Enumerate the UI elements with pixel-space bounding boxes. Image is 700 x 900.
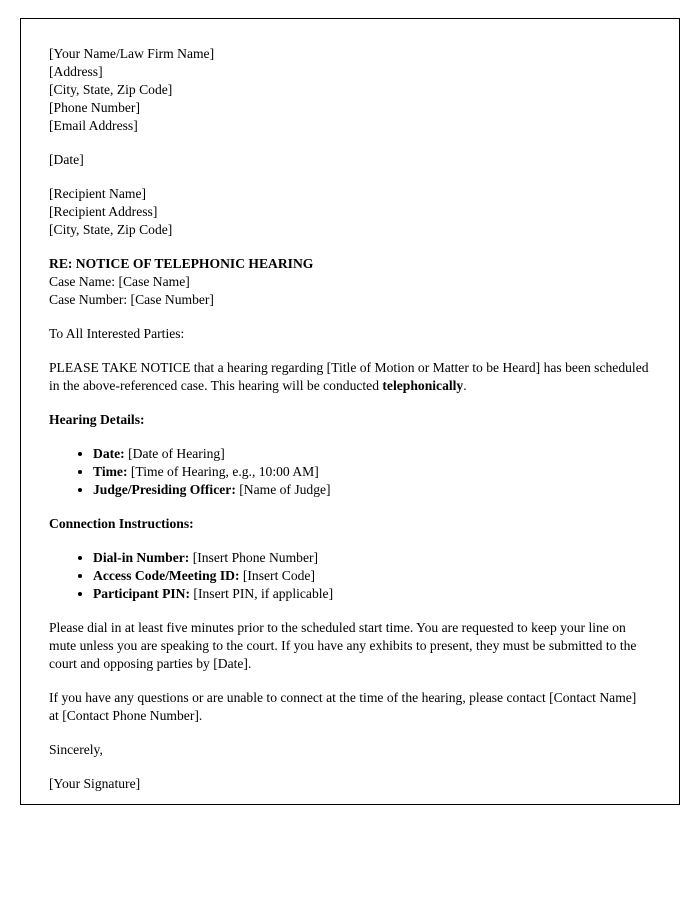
- letter-content: [21, 19, 679, 793]
- dial-in-paragraph: Please dial in at least five minutes prior to the scheduled start time. You are requested to keep your line on mute unless you are speaking to the court. If you have any exhibits to present, they must be submitted to the court and opposing parties by [Date].: [49, 620, 637, 671]
- sender-email: [Email Address]: [49, 118, 138, 133]
- recipient-block: [49, 185, 649, 239]
- subject-block: [49, 255, 649, 309]
- notice-bold-word: telephonically: [382, 378, 464, 393]
- access-code-item: [93, 567, 649, 585]
- closing: Sincerely,: [49, 742, 103, 757]
- participant-pin-label: Participant PIN:: [93, 586, 191, 601]
- hearing-judge-item: [93, 481, 649, 499]
- sender-city-state-zip: [City, State, Zip Code]: [49, 82, 173, 97]
- hearing-details-list: [49, 445, 649, 499]
- access-code-value: [Insert Code]: [239, 568, 315, 583]
- hearing-judge-label: Judge/Presiding Officer:: [93, 482, 236, 497]
- participant-pin-value: [Insert PIN, if applicable]: [190, 586, 334, 601]
- access-code-label: Access Code/Meeting ID:: [93, 568, 240, 583]
- sender-name: [Your Name/Law Firm Name]: [49, 46, 215, 61]
- hearing-date-value: [Date of Hearing]: [124, 446, 225, 461]
- connection-instructions-heading: Connection Instructions:: [49, 516, 194, 531]
- notice-paragraph: [49, 359, 649, 395]
- notice-text-before: PLEASE TAKE NOTICE that a hearing regarding [Title of Motion or Matter to be Heard] has been scheduled in the above-referenced case. This hearing will be conducted: [49, 360, 649, 393]
- dial-in-number-value: [Insert Phone Number]: [189, 550, 319, 565]
- questions-paragraph: If you have any questions or are unable to connect at the time of the hearing, please contact [Contact Name] at [Contact Phone Number].: [49, 690, 637, 723]
- case-number-line: Case Number: [Case Number]: [49, 292, 214, 307]
- recipient-address: [Recipient Address]: [49, 204, 158, 219]
- sender-phone: [Phone Number]: [49, 100, 140, 115]
- notice-text-after: .: [463, 378, 467, 393]
- hearing-time-value: [Time of Hearing, e.g., 10:00 AM]: [127, 464, 319, 479]
- case-name-line: Case Name: [Case Name]: [49, 274, 190, 289]
- recipient-city-state-zip: [City, State, Zip Code]: [49, 222, 173, 237]
- connection-instructions-list: [49, 549, 649, 603]
- hearing-time-label: Time:: [93, 464, 128, 479]
- hearing-date-label: Date:: [93, 446, 125, 461]
- recipient-name: [Recipient Name]: [49, 186, 147, 201]
- hearing-date-item: [93, 445, 649, 463]
- date-block: [49, 151, 649, 169]
- signature-placeholder: [Your Signature]: [49, 776, 141, 791]
- letter-date: [Date]: [49, 152, 84, 167]
- hearing-details-heading: Hearing Details:: [49, 412, 145, 427]
- sender-block: [49, 45, 649, 135]
- subject-line: RE: NOTICE OF TELEPHONIC HEARING: [49, 256, 314, 271]
- sender-address: [Address]: [49, 64, 103, 79]
- dial-in-number-label: Dial-in Number:: [93, 550, 190, 565]
- salutation: To All Interested Parties:: [49, 326, 185, 341]
- hearing-judge-value: [Name of Judge]: [235, 482, 331, 497]
- dial-in-number-item: [93, 549, 649, 567]
- participant-pin-item: [93, 585, 649, 603]
- hearing-time-item: [93, 463, 649, 481]
- letter-page: [20, 18, 680, 805]
